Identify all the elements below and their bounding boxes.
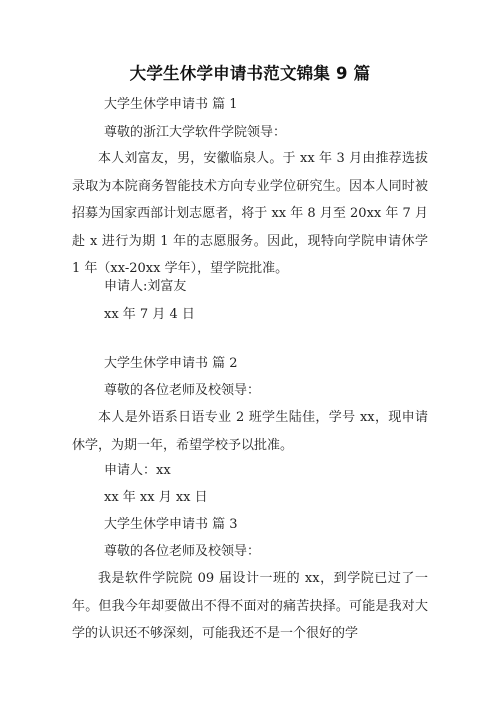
document-title: 大学生休学申请书范文锦集 9 篇 (129, 64, 371, 83)
salutation: 尊敬的各位老师及校领导： (104, 383, 261, 398)
date-line: xx 年 7 月 4 日 (104, 307, 195, 322)
section-heading: 大学生休学申请书 篇 3 (104, 517, 238, 532)
date-line: xx 年 xx 月 xx 日 (104, 490, 208, 505)
applicant-line: 申请人:刘富友 (104, 279, 187, 294)
salutation: 尊敬的浙江大学软件学院领导： (104, 125, 287, 140)
body-paragraph: 我是软件学院院 09 届设计一班的 xx，到学院已过了一年。但我今年却要做出不得不面对的痛苦抉择。可能是我对大学的认识还不够深刻，可能我还不是一个很好的学 (72, 571, 428, 641)
section-heading: 大学生休学申请书 篇 1 (104, 97, 238, 112)
applicant-line: 申请人：xx (104, 463, 171, 478)
body-paragraph: 本人是外语系日语专业 2 班学生陆佳，学号 xx，现申请休学，为期一年，希望学校予以批准。 (72, 410, 428, 453)
salutation: 尊敬的各位老师及校领导： (104, 544, 261, 559)
body-paragraph: 本人刘富友，男，安徽临泉人。于 xx 年 3 月由推荐选拔录取为本院商务智能技术方向专业学位研究生。因本人同时被招募为国家西部计划志愿者，将于 xx 年 8 月至 20xx 年 7 月赴 x 进行为期 1 年的志愿服务。因此，现特向学院申请休学 1 年（xx-20xx 学年），望学院批准。 (72, 151, 428, 276)
section-heading: 大学生休学申请书 篇 2 (104, 356, 238, 371)
